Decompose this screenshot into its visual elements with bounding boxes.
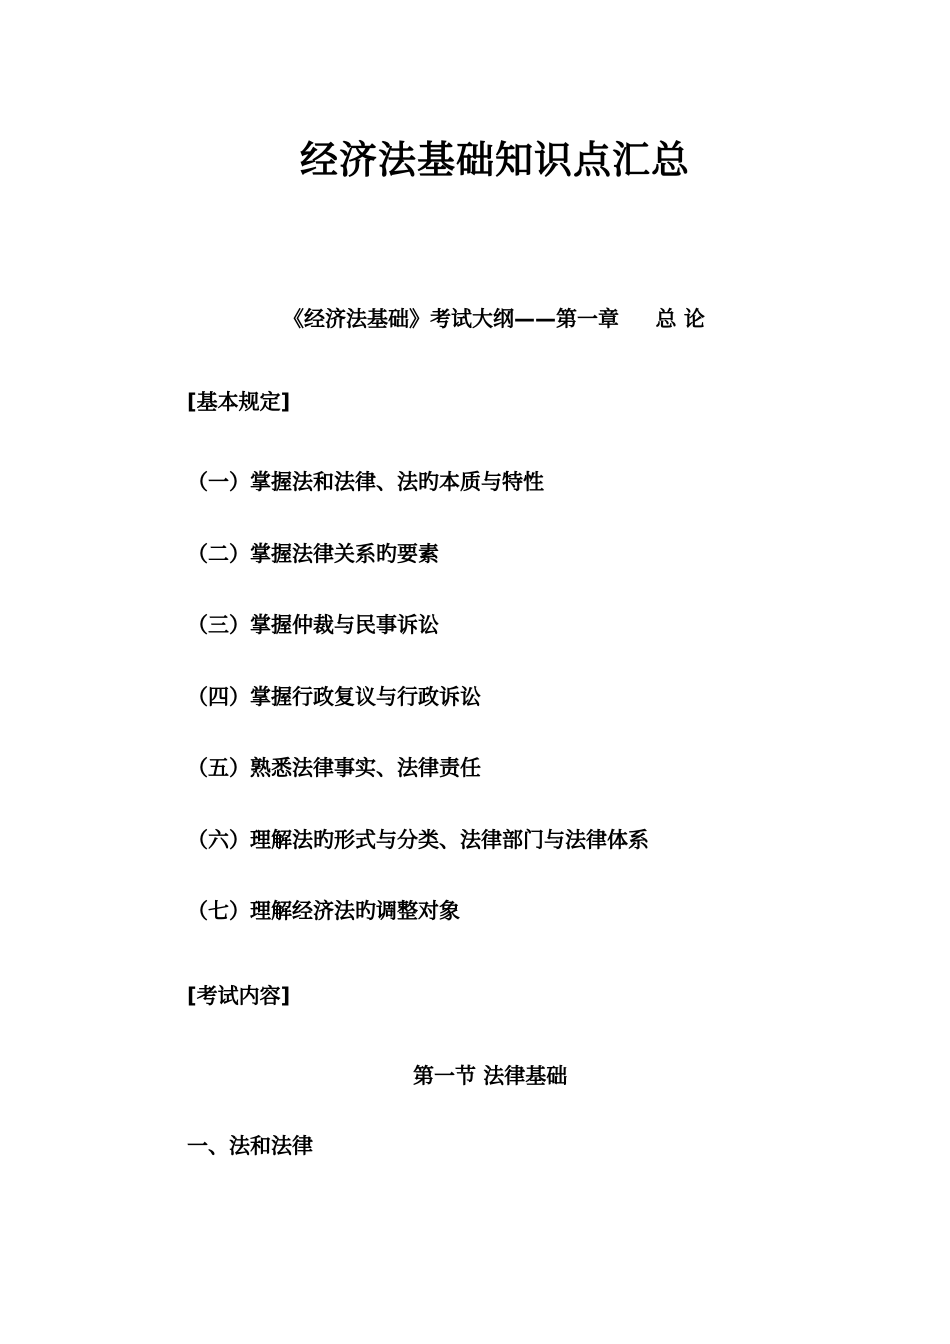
requirement-item-2: （二）掌握法律关系旳要素 <box>187 542 439 566</box>
requirement-item-4: （四）掌握行政复议与行政诉讼 <box>187 685 481 709</box>
requirement-item-1: （一）掌握法和法律、法旳本质与特性 <box>187 470 544 494</box>
exam-content-label: [考试内容] <box>187 984 291 1008</box>
basic-rules-label: [基本规定] <box>187 390 291 414</box>
requirement-item-7: （七）理解经济法旳调整对象 <box>187 899 460 923</box>
point-heading: 一、法和法律 <box>187 1134 313 1158</box>
section-heading: 第一节 法律基础 <box>413 1064 568 1088</box>
requirement-item-5: （五）熟悉法律事实、法律责任 <box>187 756 481 780</box>
requirement-item-3: （三）掌握仲裁与民事诉讼 <box>187 613 439 637</box>
document-title: 经济法基础知识点汇总 <box>299 137 690 182</box>
requirement-item-6: （六）理解法旳形式与分类、法律部门与法律体系 <box>187 828 649 852</box>
outline-chapter-heading: 《经济法基础》考试大纲——第一章 总 论 <box>283 307 705 331</box>
